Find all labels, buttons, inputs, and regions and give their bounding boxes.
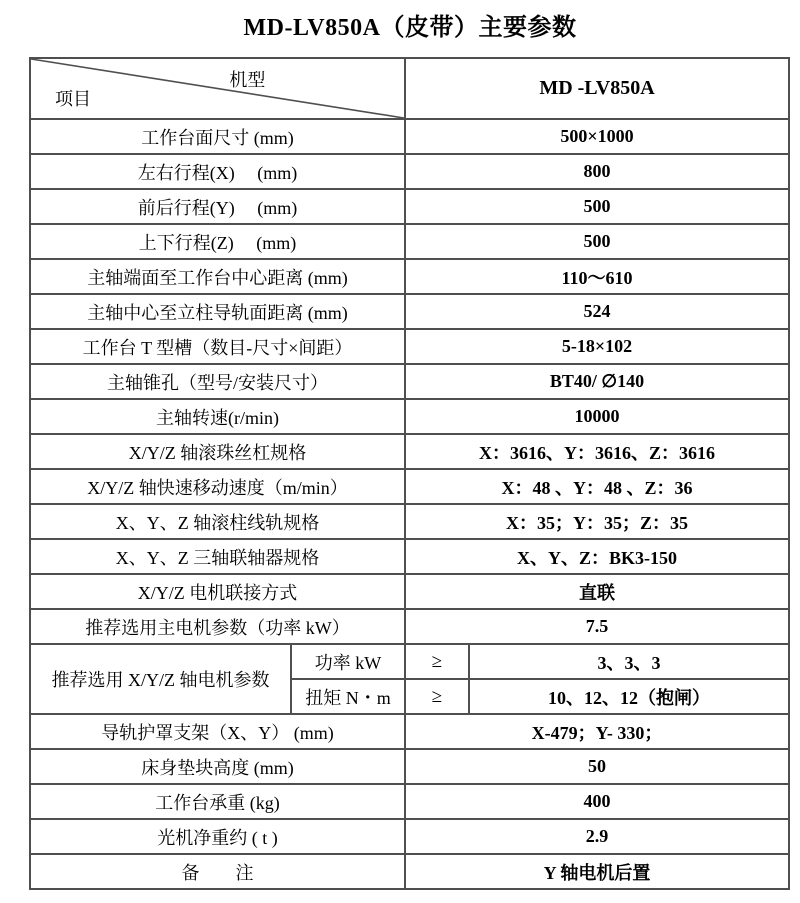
- spec-label: 主轴转速(r/min): [30, 399, 405, 434]
- spec-label: X、Y、Z 三轴联轴器规格: [30, 539, 405, 574]
- spec-value: Y 轴电机后置: [405, 854, 789, 889]
- spec-table: [29, 57, 790, 890]
- spec-label: 推荐选用主电机参数（功率 kW）: [30, 609, 405, 644]
- table-row: [30, 294, 789, 329]
- spec-value: 5-18×102: [405, 329, 789, 364]
- spec-value: 7.5: [405, 609, 789, 644]
- table-row: [30, 504, 789, 539]
- table-header-row: [30, 58, 789, 119]
- corner-label-item: 项目: [55, 89, 91, 109]
- spec-label: X、Y、Z 轴滚柱线轨规格: [30, 504, 405, 539]
- spec-label: X/Y/Z 电机联接方式: [30, 574, 405, 609]
- motor-params-row-power: [30, 644, 789, 679]
- motor-param-name: 功率 kW: [291, 644, 405, 679]
- spec-value: 110～610: [405, 259, 789, 294]
- table-row: [30, 539, 789, 574]
- table-row: [30, 749, 789, 784]
- spec-label: 主轴端面至工作台中心距离 (mm): [30, 259, 405, 294]
- table-row: [30, 364, 789, 399]
- motor-params-label: 推荐选用 X/Y/Z 轴电机参数: [30, 644, 291, 714]
- spec-value: X：35；Y：35；Z：35: [405, 504, 789, 539]
- spec-value: 50: [405, 749, 789, 784]
- motor-param-name: 扭矩 N・m: [291, 679, 405, 714]
- spec-label: 工作台 T 型槽（数目-尺寸×间距）: [30, 329, 405, 364]
- spec-value: 直联: [405, 574, 789, 609]
- table-row: [30, 714, 789, 749]
- spec-value: 10000: [405, 399, 789, 434]
- table-row: [30, 819, 789, 854]
- spec-label: 主轴锥孔（型号/安装尺寸）: [30, 364, 405, 399]
- spec-label: 主轴中心至立柱导轨面距离 (mm): [30, 294, 405, 329]
- table-row: [30, 119, 789, 154]
- table-row: [30, 154, 789, 189]
- spec-value: 2.9: [405, 819, 789, 854]
- table-row: [30, 609, 789, 644]
- spec-label: 左右行程(X) (mm): [30, 154, 405, 189]
- table-row: [30, 469, 789, 504]
- spec-label: X/Y/Z 轴滚珠丝杠规格: [30, 434, 405, 469]
- table-row: [30, 784, 789, 819]
- table-row: [30, 259, 789, 294]
- table-row: [30, 224, 789, 259]
- spec-label: 导轨护罩支架（X、Y） (mm): [30, 714, 405, 749]
- spec-label: X/Y/Z 轴快速移动速度（m/min）: [30, 469, 405, 504]
- spec-value: BT40/ ∅140: [405, 364, 789, 399]
- table-row: [30, 329, 789, 364]
- table-row: [30, 189, 789, 224]
- spec-value: X：3616、Y：3616、Z：3616: [405, 434, 789, 469]
- gte-operator: ≥: [405, 644, 469, 679]
- table-row: [30, 434, 789, 469]
- spec-label: 工作台承重 (kg): [30, 784, 405, 819]
- spec-value: 3、3、3: [469, 644, 789, 679]
- table-row: [30, 574, 789, 609]
- spec-value: 400: [405, 784, 789, 819]
- table-row: [30, 854, 789, 889]
- spec-label: 备 注: [30, 854, 405, 889]
- spec-label: 工作台面尺寸 (mm): [30, 119, 405, 154]
- gte-operator: ≥: [405, 679, 469, 714]
- spec-value: X、Y、Z：BK3-150: [405, 539, 789, 574]
- spec-value: X：48 、Y：48 、Z：36: [405, 469, 789, 504]
- spec-value: 500×1000: [405, 119, 789, 154]
- spec-value: 10、12、12（抱闸）: [469, 679, 789, 714]
- corner-label-machine-type: 机型: [229, 70, 266, 90]
- spec-label: 光机净重约 ( t ): [30, 819, 405, 854]
- table-row: [30, 399, 789, 434]
- spec-label: 上下行程(Z) (mm): [30, 224, 405, 259]
- corner-cell: [30, 58, 405, 119]
- spec-value: 800: [405, 154, 789, 189]
- spec-label: 前后行程(Y) (mm): [30, 189, 405, 224]
- spec-label: 床身垫块高度 (mm): [30, 749, 405, 784]
- page-title: MD-LV850A（皮带）主要参数: [243, 15, 577, 41]
- spec-value: X-479；Y- 330；: [405, 714, 789, 749]
- spec-value: 500: [405, 189, 789, 224]
- spec-value: 524: [405, 294, 789, 329]
- model-header: MD -LV850A: [405, 58, 789, 119]
- spec-value: 500: [405, 224, 789, 259]
